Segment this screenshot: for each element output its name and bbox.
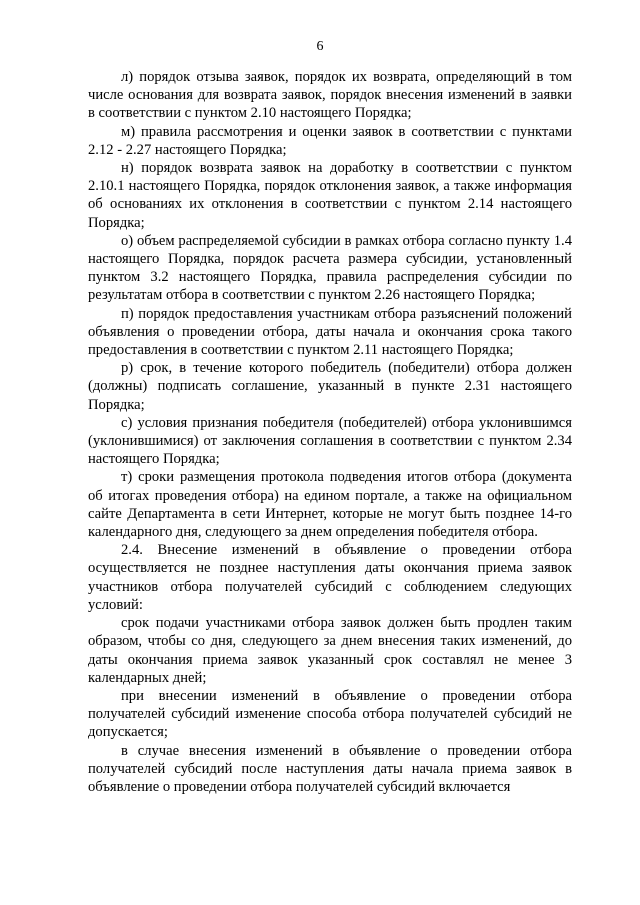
paragraph-condition-3: в случае внесения изменений в объявление о проведении отбора получателей субсидий после наступления даты начала приема заявок в объявление о проведении отбора получателей субсидий включается [88, 742, 572, 795]
paragraph-condition-1: срок подачи участниками отбора заявок должен быть продлен таким образом, чтобы со дня, следующего за днем внесения таких изменений, до даты окончания приема заявок указанный срок составлял не менее 3 календарных дней; [88, 615, 572, 686]
paragraph-item-s: с) условия признания победителя (победителей) отбора уклонившимся (уклонившимися) от заключения соглашения в соответствии с пунктом 2.34 настоящего Порядка; [88, 414, 572, 468]
paragraph-item-l: л) порядок отзыва заявок, порядок их возврата, определяющий в том числе основания для возврата заявок, порядок внесения изменений в заявки в соответствии с пунктом 2.10 настоящего Порядка; [88, 69, 572, 122]
paragraph-item-m: м) правила рассмотрения и оценки заявок в соответствии с пунктами 2.12 - 2.27 настоящего Порядка; [88, 123, 572, 158]
paragraph-item-r: р) срок, в течение которого победитель (победители) отбора должен (должны) подписать соглашение, указанный в пункте 2.31 настоящего Порядка; [88, 360, 572, 413]
paragraph-condition-2: при внесении изменений в объявление о проведении отбора получателей субсидий изменение способа отбора получателей субсидий не допускается; [88, 687, 572, 741]
page-number: 6 [316, 39, 324, 54]
paragraph-item-o: о) объем распределяемой субсидии в рамках отбора согласно пункту 1.4 настоящего Порядка, порядок расчета размера субсидии, установленный пунктом 3.2 настоящего Порядка, правила распределения субсидии по результатам отбора в соответствии с пунктом 2.26 настоящего Порядка; [88, 232, 572, 304]
document-body [88, 68, 572, 796]
paragraph-item-n: н) порядок возврата заявок на доработку в соответствии с пунктом 2.10.1 настоящего Порядка, порядок отклонения заявок, а также информация об основаниях их отклонения в соответствии с пунктом 2.14 настоящего Порядка; [88, 160, 572, 231]
paragraph-section-2-4: 2.4. Внесение изменений в объявление о проведении отбора осуществляется не позднее наступления даты окончания приема заявок участников отбора получателей субсидий с соблюдением следующих условий: [88, 542, 572, 613]
paragraph-item-p: п) порядок предоставления участникам отбора разъяснений положений объявления о проведении отбора, даты начала и окончания срока такого предоставления в соответствии с пунктом 2.11 настоящего Порядка; [88, 305, 572, 359]
paragraph-item-t: т) сроки размещения протокола подведения итогов отбора (документа об итогах проведения отбора) на едином портале, а также на официальном сайте Департамента в сети Интернет, которые не могут быть позднее 14-го календарного дня, следующего за днем определения победителя отбора. [88, 469, 572, 541]
